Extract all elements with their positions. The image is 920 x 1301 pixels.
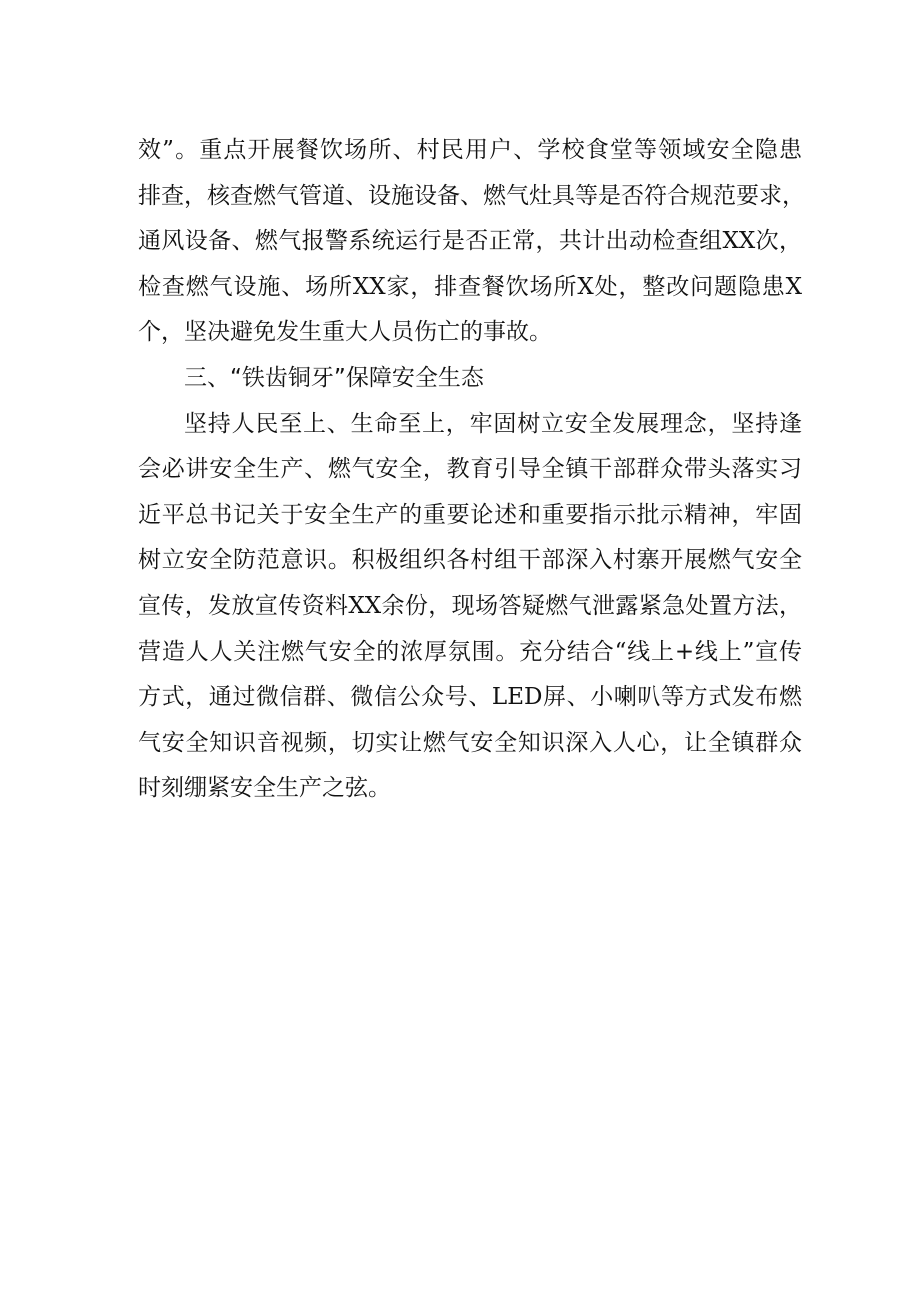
- section-heading: 三、“铁齿铜牙”保障安全生态: [184, 364, 484, 391]
- paragraph-line: 气安全知识音视频，切实让燃气安全知识深入人心，让全镇群众: [138, 729, 802, 756]
- paragraph-line: 会必讲安全生产、燃气安全，教育引导全镇干部群众带头落实习: [138, 456, 802, 483]
- paragraph-line: 效”。重点开展餐饮场所、村民用户、学校食堂等领域安全隐患: [138, 137, 802, 163]
- paragraph-continued: [138, 128, 805, 356]
- paragraph-line: 宣传，发放宣传资料XX余份，现场答疑燃气泄露紧急处置方法，: [138, 592, 802, 619]
- paragraph-line: 个，坚决避免发生重大人员伤亡的事故。: [138, 319, 552, 346]
- paragraph-line: 树立安全防范意识。积极组织各村组干部深入村寨开展燃气安全: [138, 547, 802, 574]
- paragraph-line: 排查，核查燃气管道、设施设备、燃气灶具等是否符合规范要求，: [138, 182, 805, 209]
- paragraph-two: [138, 402, 802, 812]
- paragraph-line: 近平总书记关于安全生产的重要论述和重要指示批示精神，牢固: [138, 501, 802, 528]
- paragraph-line: 坚持人民至上、生命至上，牢固树立安全发展理念，坚持逢: [184, 410, 802, 437]
- paragraph-line: 营造人人关注燃气安全的浓厚氛围。充分结合“线上+线上”宣传: [138, 638, 802, 665]
- paragraph-line: 时刻绷紧安全生产之弦。: [138, 775, 391, 802]
- document-body: [138, 128, 805, 812]
- paragraph-line: 通风设备、燃气报警系统运行是否正常，共计出动检查组XX次，: [138, 228, 802, 255]
- paragraph-line: 方式，通过微信群、微信公众号、LED屏、小喇叭等方式发布燃: [138, 684, 802, 711]
- paragraph-line: 检查燃气设施、场所XX家，排查餐饮场所X处，整改问题隐患X: [138, 273, 802, 300]
